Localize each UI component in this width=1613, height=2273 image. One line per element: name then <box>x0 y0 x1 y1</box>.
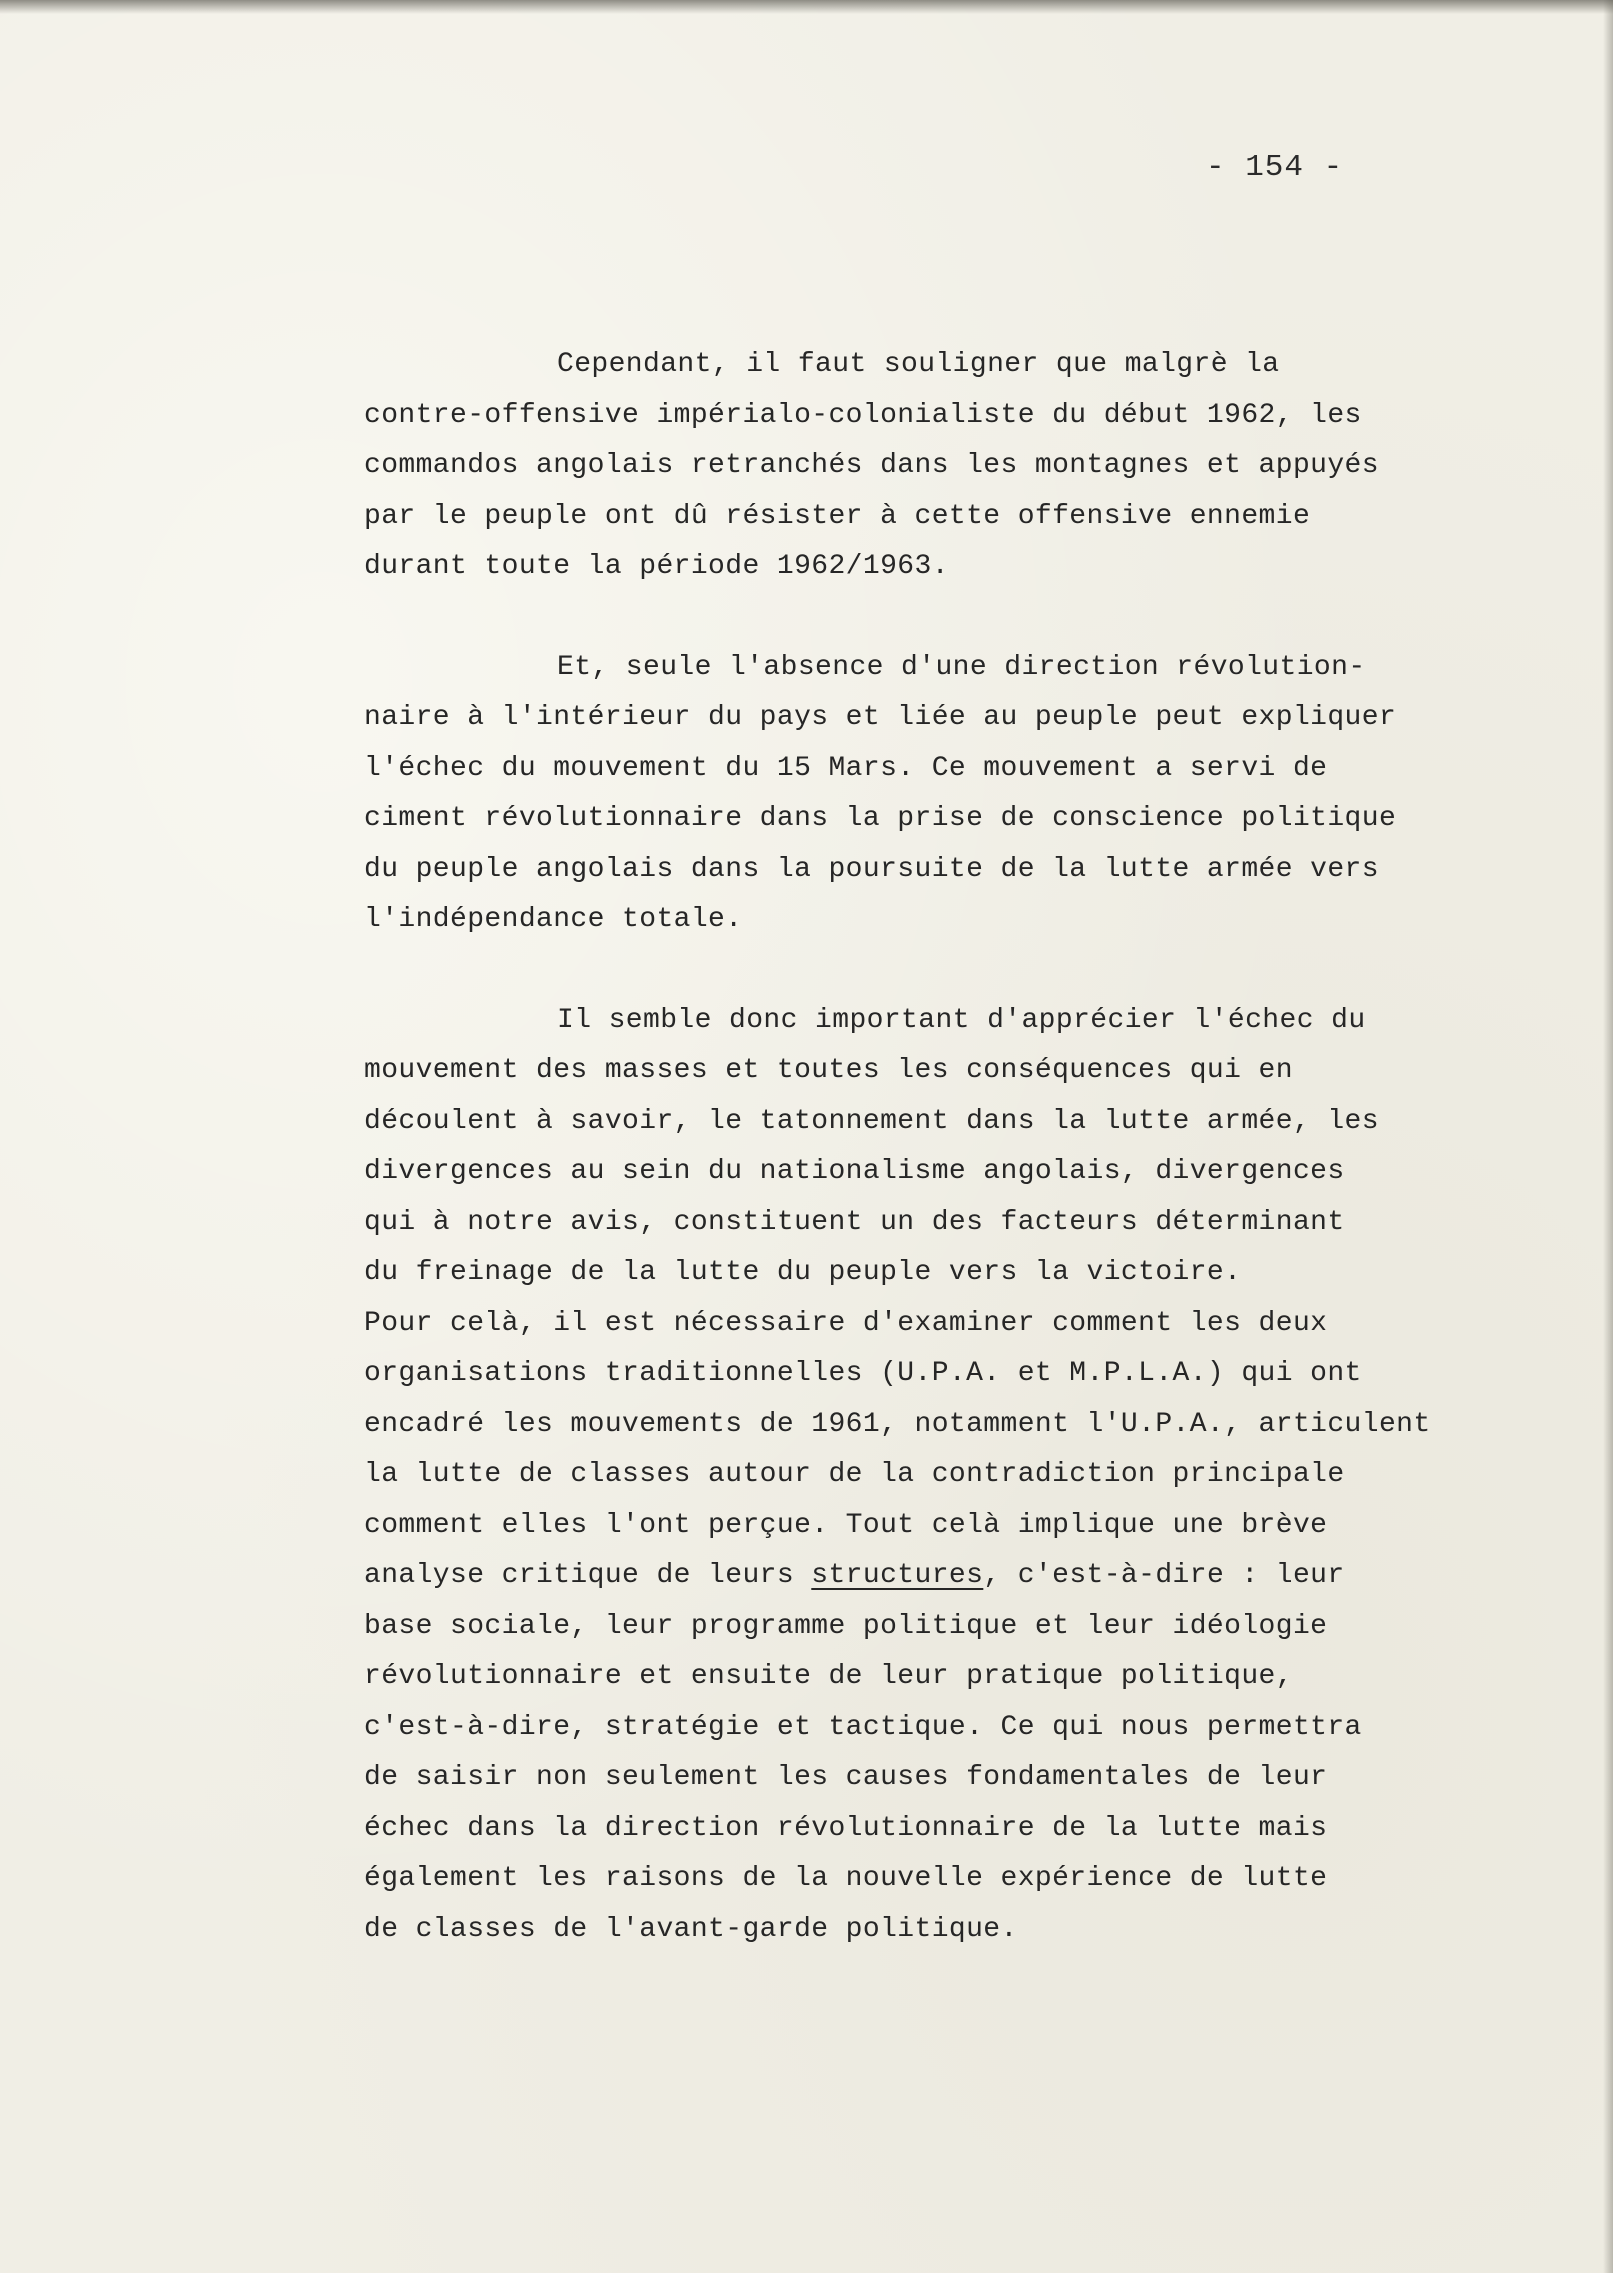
text-line: Il semble donc important d'apprécier l'échec du <box>557 1004 1366 1036</box>
text-line: l'échec du mouvement du 15 Mars. Ce mouvement a servi de <box>364 752 1328 784</box>
page-right-shadow <box>1603 0 1613 2273</box>
text-line: mouvement des masses et toutes les conséquences qui en <box>364 1055 1293 1086</box>
text-line: par le peuple ont dû résister à cette offensive ennemie <box>364 500 1311 532</box>
text-line: divergences au sein du nationalisme angolais, divergences <box>364 1156 1345 1187</box>
text-line: échec dans la direction révolutionnaire de la lutte mais <box>364 1812 1328 1844</box>
text-line: l'indépendance totale. <box>364 904 743 935</box>
paragraph-1 <box>364 340 1504 593</box>
text-line: la lutte de classes autour de la contradiction principale <box>364 1459 1345 1490</box>
text-line: découlent à savoir, le tatonnement dans la lutte armée, les <box>364 1105 1379 1137</box>
text-line: durant toute la période 1962/1963. <box>364 551 949 582</box>
underlined-word: structures <box>811 1560 984 1591</box>
text-line: organisations traditionnelles (U.P.A. et M.P.L.A.) qui ont <box>364 1358 1362 1389</box>
text-line: du peuple angolais dans la poursuite de la lutte armée vers <box>364 853 1379 885</box>
body-text <box>364 340 1504 2005</box>
text-line: de saisir non seulement les causes fondamentales de leur <box>364 1762 1328 1793</box>
text-segment: analyse critique de leurs <box>364 1560 812 1591</box>
page-number: - 154 - <box>1206 150 1344 185</box>
text-line: ciment révolutionnaire dans la prise de conscience politique <box>364 803 1397 834</box>
text-line: contre-offensive impérialo-colonialiste du début 1962, les <box>364 399 1362 431</box>
text-line: Et, seule l'absence d'une direction révolution- <box>557 651 1366 683</box>
text-line: qui à notre avis, constituent un des facteurs déterminant <box>364 1206 1345 1238</box>
text-line: du freinage de la lutte du peuple vers la victoire. <box>364 1257 1242 1288</box>
text-line: révolutionnaire et ensuite de leur pratique politique, <box>364 1661 1293 1692</box>
text-line: commandos angolais retranchés dans les montagnes et appuyés <box>364 450 1379 481</box>
text-line: encadré les mouvements de 1961, notamment l'U.P.A., articulent <box>364 1408 1431 1440</box>
text-line: base sociale, leur programme politique et leur idéologie <box>364 1610 1328 1642</box>
text-line: comment elles l'ont perçue. Tout celà implique une brève <box>364 1509 1328 1541</box>
text-line-with-underline <box>364 1551 1504 1602</box>
text-line: c'est-à-dire, stratégie et tactique. Ce qui nous permettra <box>364 1711 1362 1743</box>
text-line: également les raisons de la nouvelle expérience de lutte <box>364 1863 1328 1894</box>
text-line: Cependant, il faut souligner que malgrè la <box>557 349 1280 380</box>
text-line: de classes de l'avant-garde politique. <box>364 1913 1018 1945</box>
paragraph-2 <box>364 643 1504 946</box>
text-line: naire à l'intérieur du pays et liée au peuple peut expliquer <box>364 702 1397 733</box>
text-line: Pour celà, il est nécessaire d'examiner comment les deux <box>364 1307 1328 1339</box>
paragraph-3 <box>364 996 1504 1956</box>
page-top-shadow <box>0 0 1613 14</box>
text-segment: , c'est-à-dire : leur <box>983 1560 1345 1591</box>
